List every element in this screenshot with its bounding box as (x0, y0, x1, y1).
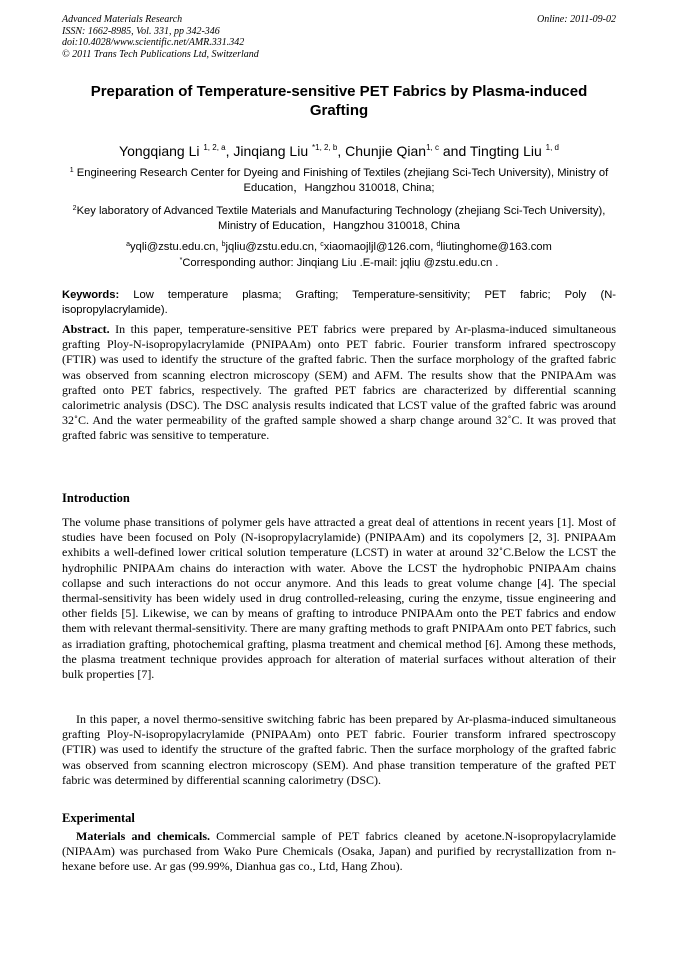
author-list (62, 139, 616, 160)
keywords-label: Keywords: (62, 289, 120, 301)
paper-title: Preparation of Temperature-sensitive PET Fabrics by Plasma-induced Grafting (90, 83, 588, 119)
email-marker: c (320, 241, 324, 248)
corresponding-author (62, 254, 616, 270)
introduction-paragraph-2: In this paper, a novel thermo-sensitive switching fabric has been prepared by Ar-plasma-induced simultaneous grafting Ploy-N-isopropylacrylamide (PNIPAAm) onto PET fabric. Fourier transform infrared spectroscopy (FTIR) was used to identify the structure of the grafted fabric. Then the surface morphology of the grafted fabric was observed from scanning electron microscopy (SEM). And phase transition temperature of the grafted PET fabric was determined by differential scanning calorimetry (DSC). (62, 712, 616, 787)
email-d[interactable]: liutinghome@163.com (440, 241, 552, 253)
abstract-label: Abstract. (62, 322, 110, 336)
affiliation-2 (62, 201, 616, 234)
abstract-text: In this paper, temperature-sensitive PET fabrics were prepared by Ar-plasma-induced simultaneous grafting Ploy-N-isopropylacrylamide (PNIPAAm) onto PET fabric. Fourier transform infrared spectroscopy (FTIR) was used to identify the structure of the grafted fabric. Then the surface morphology of the grafted fabric was observed from scanning electron microscopy (SEM) and AFM. The results show that the PNIPAAm was grafted onto PET fabrics, respectively. The grafted PET fabrics are characterized by differential scanning calorimetric analysis (DSC). The DSC analysis results indicated that LCST value of the grafted fabric was around 32˚C. And the water permeability of the grafted sample showed a sharp change around 32˚C. It was proved that grafted fabric was sensitive to temperature. (62, 322, 616, 443)
corresponding-text: Corresponding author: Jinqiang Liu .E-mail: jqliu @zstu.edu.cn . (182, 257, 499, 269)
keywords-text: Low temperature plasma; Grafting; Temperature-sensitivity; PET fabric; Poly (N-isopropylacrylamide). (62, 289, 616, 316)
journal-header (62, 14, 616, 60)
email-a[interactable]: yqli@zstu.edu.cn, (130, 241, 222, 253)
doi-line: doi:10.4028/www.scientific.net/AMR.331.342 (62, 37, 245, 48)
author-separator: and (439, 143, 470, 159)
author-emails (62, 238, 616, 270)
author-superscript: 1, 2, a (203, 143, 226, 152)
affiliation-1 (62, 163, 616, 196)
author-superscript: 1, d (545, 143, 559, 152)
online-date: Online: 2011-09-02 (537, 14, 616, 25)
author-name: Yongqiang Li (119, 143, 200, 159)
author-separator: , (337, 143, 346, 159)
journal-name: Advanced Materials Research (62, 14, 183, 25)
email-marker: a (126, 241, 131, 248)
affiliation-number: 2 (72, 205, 77, 212)
affiliation-number: 1 (69, 167, 74, 174)
materials-label: Materials and chemicals. (76, 829, 210, 843)
email-line (62, 238, 616, 254)
corresponding-marker: * (179, 257, 183, 264)
email-c[interactable]: xiaomaojljl@126.com, (323, 241, 437, 253)
materials-paragraph (62, 829, 616, 875)
keywords (62, 288, 616, 318)
author-name: Jinqiang Liu (233, 143, 309, 159)
author-superscript: *1, 2, b (312, 143, 338, 152)
author-name: Tingting Liu (469, 143, 542, 159)
materials-text: Commercial sample of PET fabrics cleaned by acetone.N-isopropylacrylamide (NIPAAm) was purchased from Wako Pure Chemicals (Osaka, Japan) and purified by recrystallization from n-hexane before use. Ar gas (99.99%, Dianhua gas co., Ltd, Hang Zhou). (62, 829, 616, 874)
email-marker: d (436, 241, 441, 248)
issn-line: ISSN: 1662-8985, Vol. 331, pp 342-346 (62, 25, 220, 37)
abstract (62, 322, 616, 444)
affiliation-text: Engineering Research Center for Dyeing and Finishing of Textiles (zhejiang Sci-Tech University), Ministry of Education，Hangzhou 310018, China; (76, 167, 609, 194)
email-b[interactable]: jqliu@zstu.edu.cn, (225, 241, 321, 253)
author-name: Chunjie Qian (345, 143, 427, 159)
copyright-line: © 2011 Trans Tech Publications Ltd, Switzerland (62, 48, 259, 60)
email-marker: b (221, 241, 226, 248)
introduction-paragraph-1: The volume phase transitions of polymer gels have attracted a great deal of attentions in recent years [1]. Most of studies have been focused on Poly (N-isopropylacrylamide) (PNIPAAm) and its copolymers [2, 3]. PNIPAAm exhibits a well-defined lower critical solution temperature (LCST) in water at around 32˚C.Below the LCST the hydrophilic PNIPAAm chains do interaction with water. Above the LCST the hydrophobic PNIPAAm chains collapse and such interactions do not occur anymore. And this leads to great volume change [4]. The special thermal-sensitivity has been widely used in drug controlled-releasing, curing the enzyme, tissue engineering and other fields [5]. Likewise, we can by means of grafting to introduce PNIPAAm onto the PET fabrics and endow them with relevant thermal-sensitivity. There are many grafting methods to graft PNIPAAm onto PET fabrics, such as irradiation grafting, photochemical grafting, plasma treatment and chemical method [6]. Among these methods, the plasma treatment technique provides approach for alteration of material surfaces without alteration of their bulk properties [7]. (62, 515, 616, 682)
introduction-heading: Introduction (62, 491, 130, 505)
affiliation-text: Key laboratory of Advanced Textile Materials and Manufacturing Technology (zhejiang Sci-Tech University), Ministry of Education，Hangzhou 310018, China (76, 205, 606, 232)
author-separator: , (225, 143, 234, 159)
author-superscript: 1, c (426, 143, 439, 152)
experimental-heading: Experimental (62, 811, 135, 825)
